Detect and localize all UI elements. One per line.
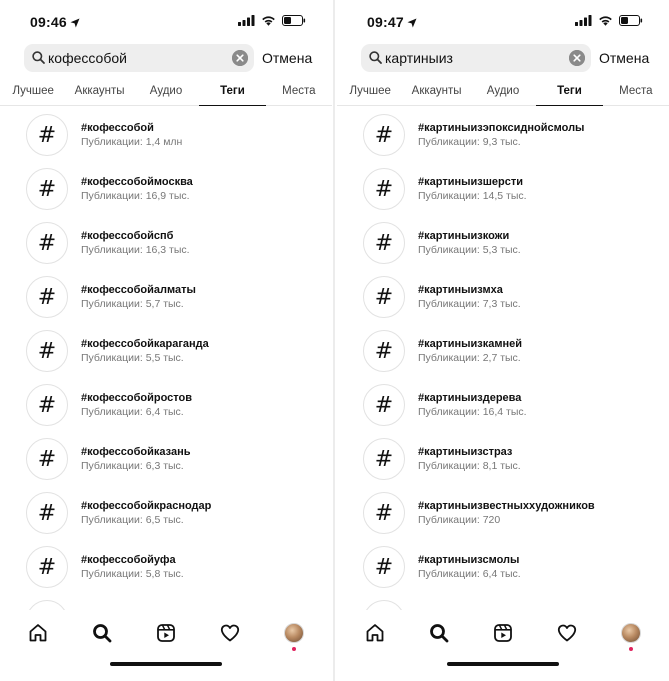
hashtag-post-count: Публикации: 720 bbox=[418, 513, 501, 526]
activity-tab[interactable] bbox=[218, 621, 242, 645]
hashtag-post-count: Публикации: 14,5 тыс. bbox=[418, 189, 527, 202]
hashtag-text bbox=[81, 500, 211, 527]
hashtag-row[interactable] bbox=[337, 162, 669, 216]
hashtag-text bbox=[418, 554, 521, 581]
hashtag-icon: # bbox=[363, 168, 405, 210]
hashtag-post-count: Публикации: 9,3 тыс. bbox=[418, 135, 521, 148]
hashtag-text bbox=[81, 176, 193, 203]
avatar bbox=[621, 623, 641, 643]
reels-icon bbox=[156, 623, 176, 643]
hashtag-name: #кофессобойспб bbox=[81, 229, 174, 242]
tab-4[interactable]: Места bbox=[619, 85, 653, 97]
search-icon bbox=[32, 51, 45, 64]
clear-icon[interactable] bbox=[569, 50, 585, 66]
location-arrow-icon bbox=[70, 18, 80, 28]
signal-icon bbox=[238, 15, 255, 26]
search-row bbox=[24, 44, 320, 72]
home-tab[interactable] bbox=[26, 621, 50, 645]
notification-dot bbox=[629, 647, 633, 651]
hashtag-post-count: Публикации: 5,3 тыс. bbox=[418, 243, 521, 256]
battery-icon bbox=[619, 15, 643, 26]
tab-3[interactable]: Теги bbox=[536, 80, 602, 105]
hashtag-row[interactable] bbox=[0, 432, 332, 486]
hashtag-text bbox=[418, 122, 584, 149]
search-input[interactable] bbox=[385, 44, 565, 72]
hashtag-text bbox=[81, 230, 190, 257]
screens-divider bbox=[333, 0, 335, 681]
hashtag-icon: # bbox=[26, 276, 68, 318]
hashtag-text bbox=[81, 284, 196, 311]
hashtag-icon: # bbox=[363, 330, 405, 372]
hashtag-name: #картиныизшерсти bbox=[418, 175, 524, 188]
tab-1[interactable]: Аккаунты bbox=[74, 85, 125, 97]
hashtag-icon: # bbox=[26, 168, 68, 210]
hashtag-post-count: Публикации: 6,5 тыс. bbox=[81, 513, 184, 526]
heart-icon bbox=[220, 623, 240, 643]
hashtag-post-count: Публикации: 6,3 тыс. bbox=[81, 459, 184, 472]
tab-0[interactable]: Лучшее bbox=[349, 85, 391, 97]
search-tab[interactable] bbox=[427, 621, 451, 645]
hashtag-icon: # bbox=[363, 546, 405, 588]
hashtag-post-count: Публикации: 16,9 тыс. bbox=[81, 189, 190, 202]
cancel-button[interactable]: Отмена bbox=[262, 50, 313, 66]
tab-2[interactable]: Аудио bbox=[149, 85, 183, 97]
hashtag-post-count: Публикации: 8,1 тыс. bbox=[418, 459, 521, 472]
bottom-tab-bar bbox=[0, 610, 332, 656]
home-indicator bbox=[447, 662, 559, 666]
cancel-button[interactable]: Отмена bbox=[599, 50, 650, 66]
hashtag-post-count: Публикации: 16,4 тыс. bbox=[418, 405, 527, 418]
hashtag-post-count: Публикации: 1,4 млн bbox=[81, 135, 183, 148]
hashtag-icon: # bbox=[363, 384, 405, 426]
hashtag-row[interactable] bbox=[0, 108, 332, 162]
hashtag-post-count: Публикации: 16,3 тыс. bbox=[81, 243, 190, 256]
tab-3[interactable]: Теги bbox=[199, 80, 265, 105]
hashtag-text bbox=[418, 230, 521, 257]
home-indicator bbox=[110, 662, 222, 666]
hashtag-post-count: Публикации: 6,4 тыс. bbox=[418, 567, 521, 580]
hashtag-results bbox=[337, 108, 669, 610]
notification-dot bbox=[292, 647, 296, 651]
clock-text: 09:47 bbox=[367, 14, 404, 30]
hashtag-name: #кофессобойкраснодар bbox=[81, 499, 212, 512]
tab-0[interactable]: Лучшее bbox=[12, 85, 54, 97]
hashtag-row[interactable] bbox=[0, 378, 332, 432]
search-tabs bbox=[0, 80, 332, 106]
hashtag-row[interactable] bbox=[0, 324, 332, 378]
tab-1[interactable]: Аккаунты bbox=[411, 85, 462, 97]
hashtag-post-count: Публикации: 6,4 тыс. bbox=[81, 405, 184, 418]
tab-4[interactable]: Места bbox=[282, 85, 316, 97]
hashtag-name: #картиныизкожи bbox=[418, 229, 510, 242]
search-input[interactable] bbox=[48, 44, 228, 72]
search-icon bbox=[92, 623, 112, 643]
wifi-icon bbox=[598, 15, 613, 26]
tab-2[interactable]: Аудио bbox=[486, 85, 520, 97]
hashtag-row[interactable] bbox=[0, 270, 332, 324]
clear-icon[interactable] bbox=[232, 50, 248, 66]
home-tab[interactable] bbox=[363, 621, 387, 645]
hashtag-icon: # bbox=[363, 276, 405, 318]
hashtag-text bbox=[418, 338, 522, 365]
wifi-icon bbox=[261, 15, 276, 26]
home-icon bbox=[365, 623, 385, 643]
hashtag-row[interactable] bbox=[0, 162, 332, 216]
search-tabs bbox=[337, 80, 669, 106]
bottom-tab-bar bbox=[337, 610, 669, 656]
hashtag-name: #картиныизмха bbox=[418, 283, 503, 296]
hashtag-icon: # bbox=[26, 492, 68, 534]
hashtag-name: #картиныизсмолы bbox=[418, 553, 520, 566]
hashtag-icon: # bbox=[363, 492, 405, 534]
hashtag-name: #кофессобойуфа bbox=[81, 553, 176, 566]
hashtag-icon: # bbox=[363, 222, 405, 264]
hashtag-row[interactable] bbox=[337, 540, 669, 594]
hashtag-name: #картиныизвестныххудожников bbox=[418, 499, 595, 512]
hashtag-name: #кофессобойалматы bbox=[81, 283, 196, 296]
hashtag-icon: # bbox=[26, 438, 68, 480]
hashtag-row[interactable] bbox=[337, 378, 669, 432]
hashtag-text bbox=[81, 554, 184, 581]
hashtag-post-count: Публикации: 2,7 тыс. bbox=[418, 351, 521, 364]
screen-right bbox=[337, 0, 669, 681]
hashtag-text bbox=[418, 392, 527, 419]
hashtag-name: #кофессобойказань bbox=[81, 445, 191, 458]
hashtag-text bbox=[418, 446, 521, 473]
hashtag-row[interactable] bbox=[337, 324, 669, 378]
status-icons bbox=[238, 15, 306, 26]
hashtag-post-count: Публикации: 5,5 тыс. bbox=[81, 351, 184, 364]
signal-icon bbox=[575, 15, 592, 26]
hashtag-text bbox=[81, 338, 209, 365]
hashtag-name: #кофессобойкараганда bbox=[81, 337, 209, 350]
hashtag-post-count: Публикации: 5,8 тыс. bbox=[81, 567, 184, 580]
status-bar bbox=[337, 0, 669, 40]
hashtag-icon: # bbox=[26, 384, 68, 426]
hashtag-name: #картиныизстраз bbox=[418, 445, 513, 458]
search-row bbox=[361, 44, 657, 72]
hashtag-row[interactable] bbox=[337, 270, 669, 324]
reels-tab[interactable] bbox=[154, 621, 178, 645]
status-icons bbox=[575, 15, 643, 26]
hashtag-row[interactable] bbox=[337, 216, 669, 270]
hashtag-text bbox=[418, 284, 521, 311]
hashtag-row[interactable] bbox=[0, 216, 332, 270]
hashtag-row[interactable] bbox=[0, 486, 332, 540]
search-box[interactable] bbox=[361, 44, 591, 72]
hashtag-text bbox=[418, 500, 595, 527]
screen-left bbox=[0, 0, 332, 681]
activity-tab[interactable] bbox=[555, 621, 579, 645]
hashtag-name: #кофессобоймосква bbox=[81, 175, 193, 188]
clock-text: 09:46 bbox=[30, 14, 67, 30]
status-bar bbox=[0, 0, 332, 40]
hashtag-icon: # bbox=[26, 546, 68, 588]
hashtag-post-count: Публикации: 5,7 тыс. bbox=[81, 297, 184, 310]
search-box[interactable] bbox=[24, 44, 254, 72]
hashtag-row[interactable] bbox=[0, 540, 332, 594]
reels-icon bbox=[493, 623, 513, 643]
hashtag-icon: # bbox=[363, 114, 405, 156]
search-icon bbox=[369, 51, 382, 64]
hashtag-name: #кофессобой bbox=[81, 121, 154, 134]
profile-tab[interactable] bbox=[282, 621, 306, 645]
hashtag-text bbox=[418, 176, 527, 203]
hashtag-name: #картиныизкамней bbox=[418, 337, 523, 350]
home-icon bbox=[28, 623, 48, 643]
hashtag-row[interactable] bbox=[337, 108, 669, 162]
location-arrow-icon bbox=[407, 18, 417, 28]
hashtag-row[interactable] bbox=[337, 432, 669, 486]
status-time bbox=[367, 14, 417, 30]
hashtag-name: #картиныиздерева bbox=[418, 391, 522, 404]
status-time bbox=[30, 14, 80, 30]
hashtag-results bbox=[0, 108, 332, 610]
hashtag-name: #кофессобойростов bbox=[81, 391, 193, 404]
heart-icon bbox=[557, 623, 577, 643]
search-tab[interactable] bbox=[90, 621, 114, 645]
hashtag-post-count: Публикации: 7,3 тыс. bbox=[418, 297, 521, 310]
search-icon bbox=[429, 623, 449, 643]
hashtag-icon: # bbox=[26, 330, 68, 372]
hashtag-text bbox=[81, 446, 190, 473]
avatar bbox=[284, 623, 304, 643]
hashtag-icon: # bbox=[26, 222, 68, 264]
hashtag-icon: # bbox=[26, 114, 68, 156]
profile-tab[interactable] bbox=[619, 621, 643, 645]
hashtag-text bbox=[81, 392, 192, 419]
battery-icon bbox=[282, 15, 306, 26]
hashtag-row[interactable] bbox=[337, 486, 669, 540]
hashtag-text bbox=[81, 122, 182, 149]
hashtag-name: #картиныизэпоксиднойсмолы bbox=[418, 121, 585, 134]
hashtag-icon: # bbox=[363, 438, 405, 480]
reels-tab[interactable] bbox=[491, 621, 515, 645]
